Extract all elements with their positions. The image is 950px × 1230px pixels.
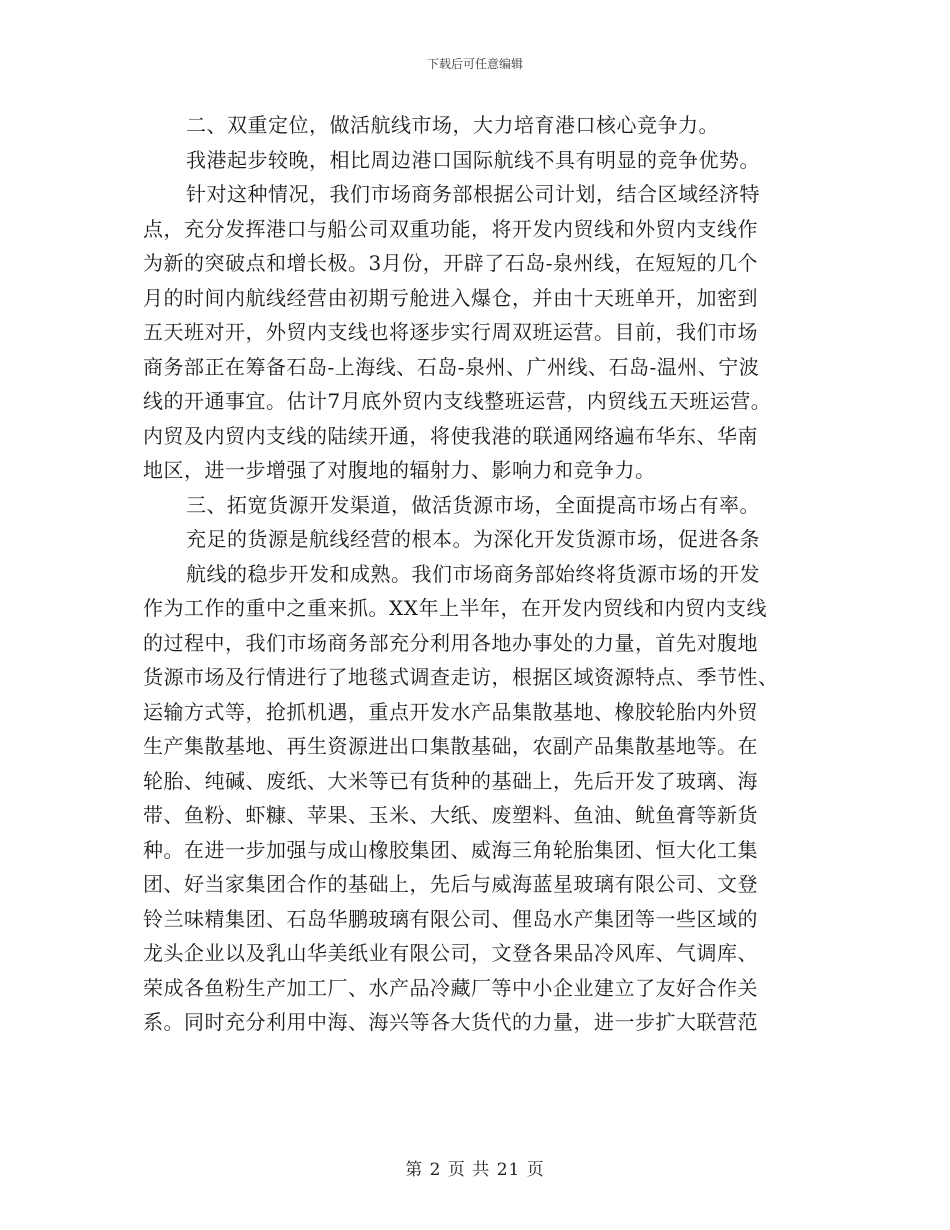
text-line: 运输方式等，抢抓机遇，重点开发水产品集散基地、橡胶轮胎内外贸	[143, 699, 758, 724]
text-line: 轮胎、纯碱、废纸、大米等已有货种的基础上，先后开发了玻璃、海	[143, 768, 758, 793]
text-line: 带、鱼粉、虾糠、苹果、玉米、大纸、废塑料、鱼油、鱿鱼膏等新货	[143, 803, 758, 827]
text-line: 月的时间内航线经营由初期亏舱进入爆仓，并由十天班单开，加密到	[143, 285, 758, 310]
text-line: 充足的货源是航线经营的根本。为深化开发货源市场，促进各条	[186, 527, 760, 551]
text-line: 针对这种情况，我们市场商务部根据公司计划，结合区域经济特	[186, 182, 760, 206]
text-line: 龙头企业以及乳山华美纸业有限公司，文登各果品冷风库、气调库、	[143, 941, 758, 965]
text-line: 线的开通事宜。估计7月底外贸内支线整班运营，内贸线五天班运营。	[143, 389, 772, 413]
text-line: 团、好当家集团合作的基础上，先后与威海蓝星玻璃有限公司、文登	[143, 872, 758, 896]
text-line: 生产集散基地、再生资源进出口集散基础，农副产品集散基地等。在	[143, 734, 758, 758]
text-line: 五天班对开，外贸内支线也将逐步实行周双班运营。目前，我们市场	[143, 320, 758, 344]
text-line: 作为工作的重中之重来抓。XX年上半年，在开发内贸线和内贸内支线	[143, 596, 767, 620]
text-line: 种。在进一步加强与成山橡胶集团、威海三角轮胎集团、恒大化工集	[143, 837, 758, 862]
text-line: 二、双重定位，做活航线市场，大力培育港口核心竞争力。	[186, 113, 719, 137]
text-line: 铃兰味精集团、石岛华鹏玻璃有限公司、俚岛水产集团等一些区域的	[143, 906, 758, 931]
document-body	[143, 108, 798, 1040]
text-line: 航线的稳步开发和成熟。我们市场商务部始终将货源市场的开发	[186, 561, 760, 586]
text-line: 为新的突破点和增长极。3月份，开辟了石岛-泉州线，在短短的几个	[143, 251, 758, 275]
page-number-footer: 第 2 页 共 21 页	[405, 1160, 545, 1180]
text-line: 我港起步较晚，相比周边港口国际航线不具有明显的竞争优势。	[186, 147, 760, 172]
text-line: 地区，进一步增强了对腹地的辐射力、影响力和竞争力。	[143, 458, 656, 482]
text-line: 荣成各鱼粉生产加工厂、水产品冷藏厂等中小企业建立了友好合作关	[143, 975, 758, 1000]
text-line: 内贸及内贸内支线的陆续开通，将使我港的联通网络遍布华东、华南	[143, 423, 758, 448]
text-line: 商务部正在筹备石岛-上海线、石岛-泉州、广州线、石岛-温州、宁波	[143, 354, 760, 379]
text-line: 三、拓宽货源开发渠道，做活货源市场，全面提高市场占有率。	[186, 492, 760, 517]
text-line: 的过程中，我们市场商务部充分利用各地办事处的力量，首先对腹地	[143, 630, 758, 655]
page-header-note: 下载后可任意编辑	[426, 57, 523, 71]
text-line: 货源市场及行情进行了地毯式调查走访，根据区域资源特点、季节性、	[143, 665, 779, 689]
text-line: 系。同时充分利用中海、海兴等各大货代的力量，进一步扩大联营范	[143, 1010, 758, 1034]
text-line: 点，充分发挥港口与船公司双重功能，将开发内贸线和外贸内支线作	[143, 216, 758, 241]
